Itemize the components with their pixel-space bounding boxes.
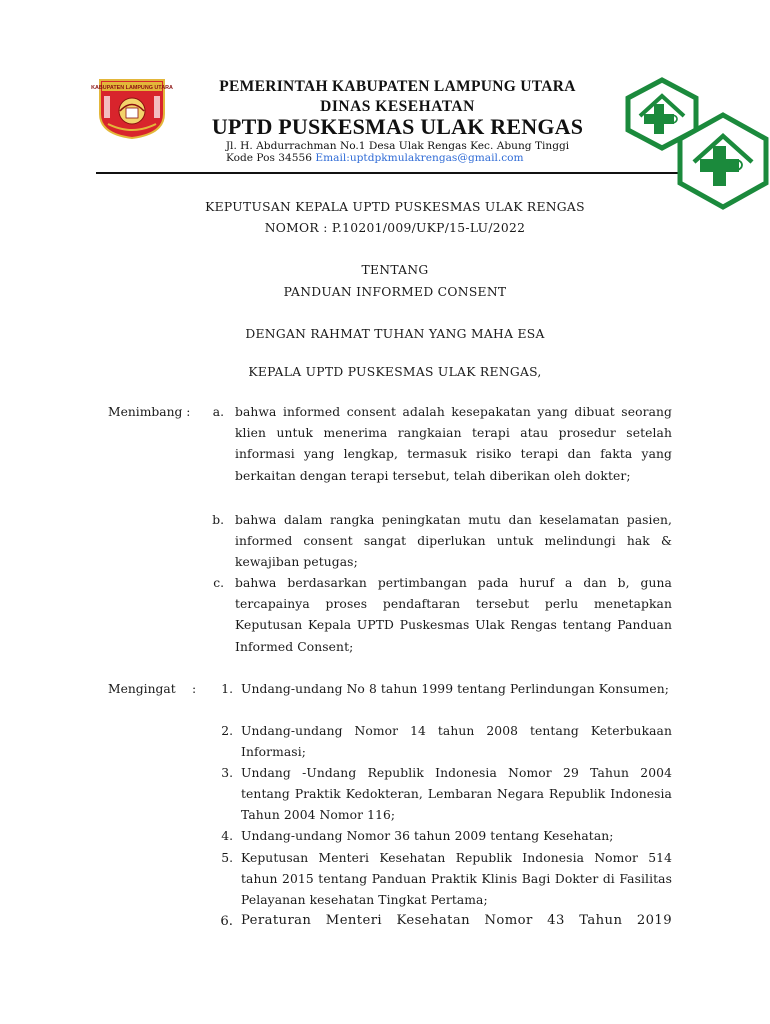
menimbang-marker-c: c.: [213, 576, 224, 590]
mengingat-item-5: Keputusan Menteri Kesehatan Republik Indonesia Nomor 514 tahun 2015 tentang Panduan Praktik Klinis Bagi Dokter di Fasilitas Pelayanan kesehatan Tingkat Pertama;: [241, 851, 672, 908]
menimbang-marker-b: b.: [212, 513, 224, 527]
puskesmas-logo-large: [676, 112, 770, 210]
mengingat-colon: :: [192, 682, 197, 696]
logo-left-label: KABUPATEN LAMPUNG UTARA: [91, 85, 173, 91]
mengingat-marker-3: 3.: [221, 766, 233, 780]
mengingat-item-6: Peraturan Menteri Kesehatan Nomor 43 Tahun 2019: [241, 913, 672, 928]
decree-title: KEPUTUSAN KEPALA UPTD PUSKESMAS ULAK RENGAS: [205, 200, 585, 214]
mengingat-marker-6: 6.: [220, 914, 233, 929]
mengingat-item-2: Undang-undang Nomor 14 tahun 2008 tentang Keterbukaan Informasi;: [241, 724, 672, 760]
header-contact: [170, 152, 625, 164]
mengingat-marker-1: 1.: [221, 682, 233, 696]
header-divider: [96, 172, 692, 174]
mengingat-marker-5: 5.: [221, 851, 233, 865]
mengingat-item-1: Undang-undang No 8 tahun 1999 tentang Perlindungan Konsumen;: [241, 682, 670, 696]
menimbang-label: Menimbang :: [108, 405, 191, 419]
decree-number: NOMOR : P.10201/009/UKP/15-LU/2022: [264, 221, 526, 235]
menimbang-marker-a: a.: [212, 405, 224, 419]
header-government: PEMERINTAH KABUPATEN LAMPUNG UTARA: [219, 78, 576, 95]
header-address: Jl. H. Abdurrachman No.1 Desa Ulak Rengas Kec. Abung Tinggi: [225, 140, 570, 152]
menimbang-item-a: bahwa informed consent adalah kesepakatan yang dibuat seorang klien untuk menerima rangkaian terapi atau prosedur setelah informasi yang lengkap, termasuk risiko terapi dan fakta yang berkaitan dengan terapi tersebut, telah diberikan oleh dokter;: [235, 405, 672, 483]
regency-logo: [91, 78, 173, 140]
menimbang-item-c: bahwa berdasarkan pertimbangan pada huruf a dan b, guna tercapainya proses pendaftaran tersebut perlu menetapkan Keputusan Kepala UPTD Puskesmas Ulak Rengas tentang Panduan Informed Consent;: [235, 576, 672, 654]
rahmat-line: DENGAN RAHMAT TUHAN YANG MAHA ESA: [245, 327, 545, 341]
header-email: Email:uptdpkmulakrengas@gmail.com: [315, 152, 524, 164]
decree-subject: PANDUAN INFORMED CONSENT: [283, 285, 507, 299]
header-postcode: Kode Pos 34556: [226, 152, 313, 164]
mengingat-item-3: Undang -Undang Republik Indonesia Nomor 29 Tahun 2004 tentang Praktik Kedokteran, Lembaran Negara Republik Indonesia Tahun 2004 Nomor 116;: [241, 766, 672, 823]
header-department: DINAS KESEHATAN: [320, 98, 475, 115]
mengingat-label: Mengingat: [108, 682, 176, 696]
menimbang-item-b: bahwa dalam rangka peningkatan mutu dan keselamatan pasien, informed consent sangat diperlukan untuk melindungi hak & kewajiban petugas;: [235, 513, 672, 570]
tentang-heading: TENTANG: [361, 263, 429, 277]
mengingat-item-4: Undang-undang Nomor 36 tahun 2009 tentang Kesehatan;: [241, 829, 614, 843]
header-institution: UPTD PUSKESMAS ULAK RENGAS: [211, 114, 584, 139]
mengingat-marker-2: 2.: [221, 724, 233, 738]
mengingat-marker-4: 4.: [221, 829, 233, 843]
kepala-line: KEPALA UPTD PUSKESMAS ULAK RENGAS,: [248, 365, 542, 379]
